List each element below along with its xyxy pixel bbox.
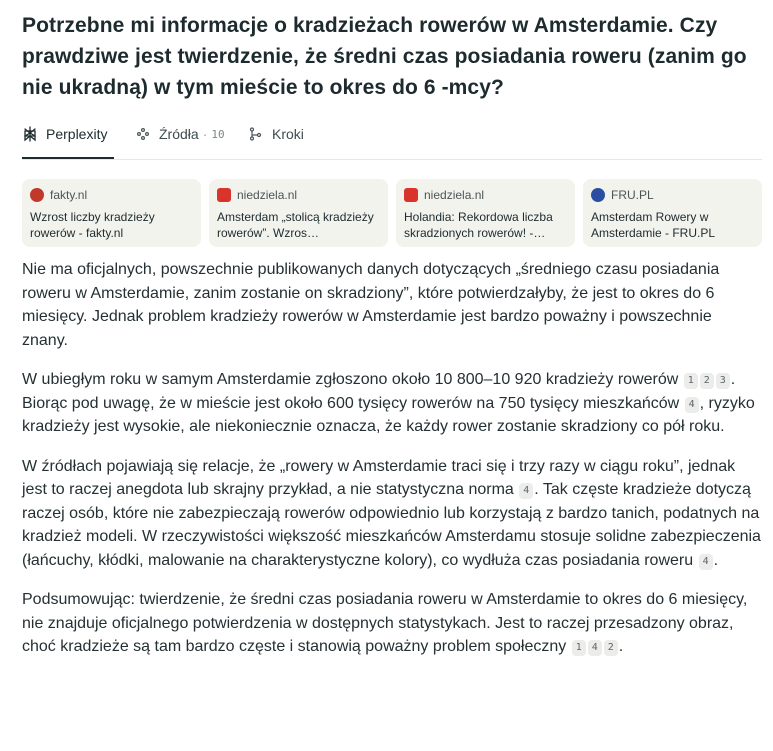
thread xyxy=(22,10,762,655)
tab-sources[interactable] xyxy=(135,122,225,146)
source-domain: FRU.PL xyxy=(611,188,654,202)
citation-badge[interactable]: 3 xyxy=(716,373,730,389)
query-title: Potrzebne mi informacje o kradzieżach rowerów w Amsterdamie. Czy prawdziwe jest twierdzenie, że średni czas posiadania roweru (zanim go nie ukradną) w tym mieście to okres do 6 -mcy? xyxy=(22,14,747,99)
answer-tabs xyxy=(22,111,762,160)
answer-paragraph: W ubiegłym roku w samym Amsterdamie zgłoszono około 10 800–10 920 kradzieży rowerów 1 2 3 . Biorąc pod uwagę, że w mieście jest około 600 tysięcy rowerów na 750 tysięcy mieszkańców 4 , ryzyko kradzieży jest wysokie, ale niekoniecznie oznacza, że każdy rower zostanie skradziony co pół roku. xyxy=(22,371,755,435)
citation-badge[interactable]: 4 xyxy=(685,397,699,413)
source-card[interactable] xyxy=(396,179,575,247)
citation-badge[interactable]: 4 xyxy=(699,554,713,570)
answer-paragraph: Nie ma oficjalnych, powszechnie publikowanych danych dotyczących „średniego czasu posiadania roweru w Amsterdamie, zanim zostanie on skradziony”, które potwierdzałyby, że jest to okres do 6 miesięcy. Jednak problem kradzieży rowerów w Amsterdamie jest bardzo poważny i powszechnie znany. xyxy=(22,261,720,349)
sources-row xyxy=(22,169,762,247)
active-tab-indicator xyxy=(22,157,114,159)
answer-paragraph: Podsumowując: twierdzenie, że średni czas posiadania roweru w Amsterdamie to okres do 6 miesięcy, nie znajduje oficjalnego potwierdzenia w dostępnych statystykach. Jest to raczej przesadzony obraz, choć kradzieże są tam bardzo częste i stanowią poważny problem społeczny 1 4 2 . xyxy=(22,591,748,655)
citation-badge[interactable]: 1 xyxy=(572,640,586,656)
fakty-favicon-icon xyxy=(30,188,44,202)
fru-favicon-icon xyxy=(591,188,605,202)
niedziela-favicon-icon xyxy=(404,188,418,202)
source-card[interactable] xyxy=(22,179,201,247)
citation-badge[interactable]: 4 xyxy=(519,483,533,499)
citation-badge[interactable]: 4 xyxy=(588,640,602,656)
source-title: Holandia: Rekordowa liczba skradzionych rowerów! -… xyxy=(404,210,553,240)
source-domain: fakty.nl xyxy=(50,188,88,202)
citation-badge[interactable]: 1 xyxy=(684,373,698,389)
steps-icon xyxy=(248,126,264,142)
tab-sources-label: Źródła xyxy=(159,126,199,142)
source-domain: niedziela.nl xyxy=(237,188,298,202)
answer-body xyxy=(22,258,762,675)
tab-steps-label: Kroki xyxy=(272,126,304,142)
sources-count: 10 xyxy=(211,127,225,141)
tab-perplexity-label: Perplexity xyxy=(46,126,108,142)
citation-badge[interactable]: 2 xyxy=(700,373,714,389)
tab-steps[interactable] xyxy=(248,122,304,146)
niedziela-favicon-icon xyxy=(217,188,231,202)
answer-paragraph: W źródłach pojawiają się relacje, że „rowery w Amsterdamie traci się i trzy razy w ciągu roku”, jednak jest to raczej anegdota lub skrajny przykład, a nie statystyczna norma 4 . Tak częste kradzieże dotyczą raczej osób, które nie zabezpieczają rowerów odpowiednio lub korzystają z bardzo tanich, podatnych na kradzież modeli. W rzeczywistości większość mieszkańców Amsterdamu stosuje solidne zabezpieczenia (łańcuchy, kłódki, malowanie na charakterystyczne kolory), co wydłuża czas posiadania roweru 4 . xyxy=(22,457,761,569)
source-title: Wzrost liczby kradzieży rowerów - fakty.nl xyxy=(30,210,155,240)
citation-badge[interactable]: 2 xyxy=(604,640,618,656)
source-card[interactable] xyxy=(209,179,388,247)
tab-perplexity[interactable] xyxy=(22,122,107,146)
source-title: Amsterdam „stolicą kradzieży rowerów”. Wzros… xyxy=(217,210,374,240)
separator-dot-icon: · xyxy=(202,126,208,142)
source-title: Amsterdam Rowery w Amsterdamie - FRU.PL xyxy=(591,210,716,240)
source-card[interactable] xyxy=(583,179,762,247)
sources-icon xyxy=(135,126,151,142)
source-domain: niedziela.nl xyxy=(424,188,485,202)
perplexity-logo-icon xyxy=(22,126,38,142)
